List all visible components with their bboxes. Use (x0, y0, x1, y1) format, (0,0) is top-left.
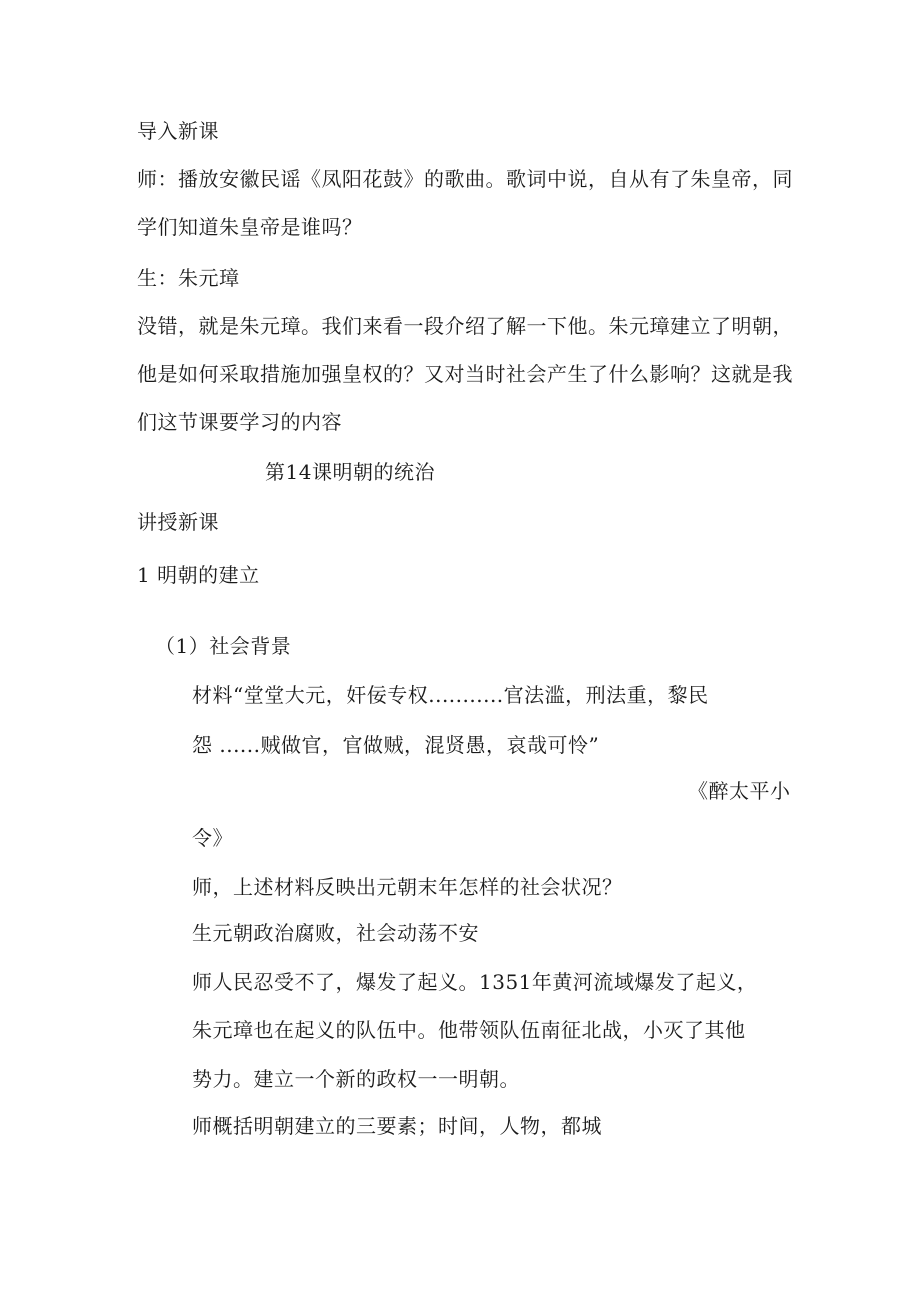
paragraph-line: 师人民忍受不了，爆发了起义。1351年黄河流域爆发了起义， (192, 970, 758, 994)
subsection-heading: 1 明朝的建立 (137, 563, 260, 587)
paragraph-line: 师，上述材料反映出元朝末年怎样的社会状况？ (192, 875, 623, 899)
paragraph-line: 他是如何采取措施加强皇权的？又对当时社会产生了什么影响？这就是我 (137, 362, 793, 386)
paragraph-line: 朱元璋也在起义的队伍中。他带领队伍南征北战，小灭了其他 (192, 1018, 746, 1042)
paragraph-line: 们这节课要学习的内容 (137, 410, 342, 434)
paragraph-line: 生：朱元璋 (137, 266, 240, 290)
quote-line: 怨 ......贼做官，官做贼，混贤愚，哀哉可怜” (192, 733, 600, 757)
quote-line: 材料“堂堂大元，奸佞专权...........官法滥，刑法重，黎民 (192, 683, 709, 707)
subsection-heading: （1）社会背景 (155, 634, 292, 658)
paragraph-line: 学们知道朱皇帝是谁吗？ (137, 215, 363, 239)
paragraph-line: 师：播放安徽民谣《凤阳花鼓》的歌曲。歌词中说，自从有了朱皇帝，同 (137, 167, 793, 191)
quote-source: 《醉太平小 (688, 779, 791, 803)
quote-source: 令》 (192, 826, 233, 850)
paragraph-line: 势力。建立一个新的政权一一明朝。 (192, 1067, 520, 1091)
paragraph-line: 没错，就是朱元璋。我们来看一段介绍了解一下他。朱元璋建立了明朝， (137, 314, 793, 338)
paragraph-line: 生元朝政治腐败，社会动荡不安 (192, 921, 479, 945)
lesson-title: 第14课明朝的统治 (265, 460, 435, 484)
section-heading-teaching: 讲授新课 (137, 510, 219, 534)
section-heading-intro: 导入新课 (137, 119, 219, 143)
paragraph-line: 师概括明朝建立的三要素；时间，人物，都城 (192, 1114, 602, 1138)
